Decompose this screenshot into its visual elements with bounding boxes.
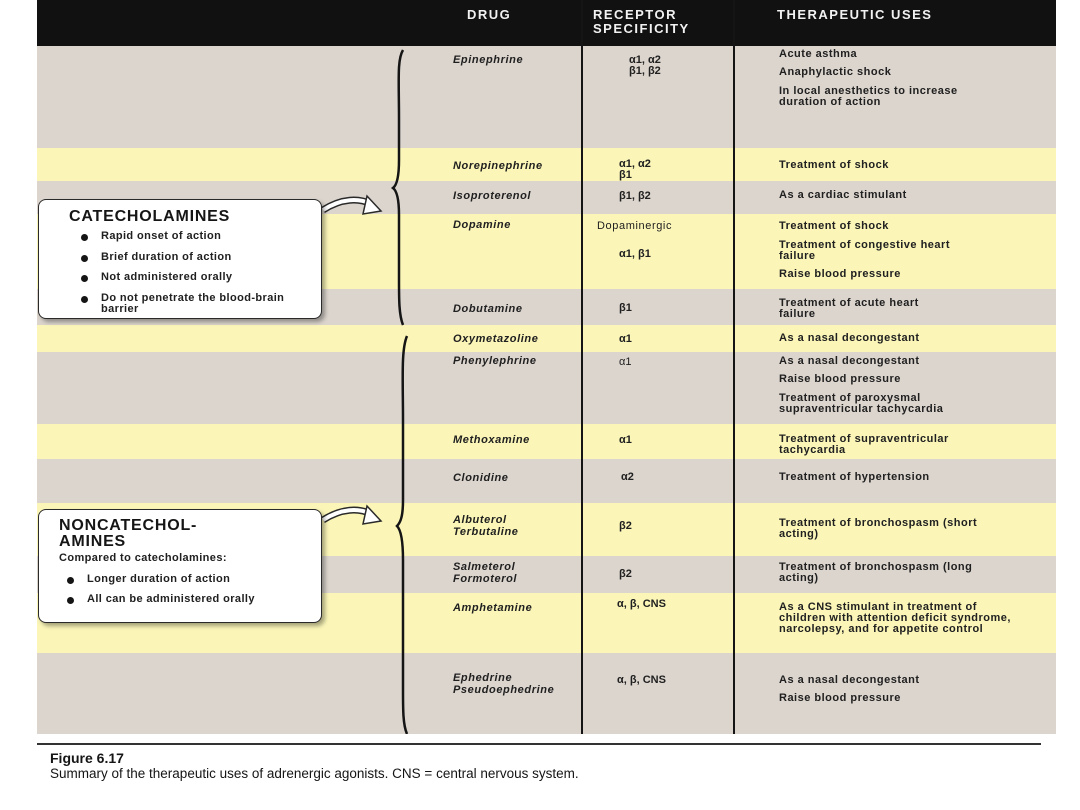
receptor-value: α2 [621, 471, 634, 483]
use-item: As a nasal decongestant [779, 332, 920, 344]
header-receptor: RECEPTOR SPECIFICITY [593, 7, 690, 36]
receptor-value: α, β, CNS [617, 598, 666, 610]
use-item: Acute asthma [779, 48, 858, 60]
receptor-value: β2 [619, 520, 632, 532]
use-item: Treatment of paroxysmal supraventricular tachycardia [779, 392, 944, 415]
drug-name: Dobutamine [453, 303, 523, 315]
drug-name: Epinephrine [453, 54, 524, 66]
header-uses: THERAPEUTIC USES [777, 7, 933, 22]
use-item: Raise blood pressure [779, 692, 901, 704]
catecholamines-box [38, 199, 322, 319]
bullet-icon [67, 597, 74, 604]
drug-name: Oxymetazoline [453, 333, 539, 345]
receptor-value: β2 [619, 568, 632, 580]
use-item: Treatment of acute heart failure [779, 297, 919, 320]
bullet-icon [67, 577, 74, 584]
catecholamines-bullet: Brief duration of action [101, 251, 232, 263]
drug-name: Norepinephrine [453, 160, 543, 172]
bullet-icon [81, 296, 88, 303]
drug-name: Dopamine [453, 219, 511, 231]
noncatecholamines-subtitle: Compared to catecholamines: [59, 552, 227, 564]
noncatecholamines-title: NONCATECHOL-AMINES [59, 517, 198, 550]
drug-name: Ephedrine Pseudoephedrine [453, 672, 555, 696]
noncatecholamines-bullet: All can be administered orally [87, 593, 255, 605]
arrow-head [363, 506, 381, 524]
receptor-value: α, β, CNS [617, 674, 666, 686]
receptor-value: α1, α2 β1 [619, 158, 651, 181]
drug-name: Phenylephrine [453, 355, 537, 367]
use-item: Treatment of bronchospasm (long acting) [779, 561, 973, 584]
bullet-icon [81, 275, 88, 282]
use-item: Raise blood pressure [779, 373, 901, 385]
use-item: As a CNS stimulant in treatment of children with attention deficit syndrome, narcolepsy, and for appetite control [779, 601, 1011, 635]
use-item: In local anesthetics to increase duration of action [779, 85, 958, 108]
use-item: Anaphylactic shock [779, 66, 892, 78]
use-item: Treatment of congestive heart failure [779, 239, 950, 262]
catecholamines-title: CATECHOLAMINES [69, 208, 231, 225]
drug-name: Amphetamine [453, 602, 533, 614]
drug-name: Albuterol Terbutaline [453, 514, 519, 538]
use-item: Raise blood pressure [779, 268, 901, 280]
catecholamine-brace [393, 50, 403, 325]
use-item: Treatment of bronchospasm (short acting) [779, 517, 978, 540]
drug-name: Salmeterol Formoterol [453, 561, 518, 585]
figure-table [37, 0, 1056, 734]
receptor-value: Dopaminergic [597, 220, 673, 232]
arrow-head [363, 196, 381, 214]
receptor-value: β1 [619, 302, 632, 314]
catecholamines-bullet: Do not penetrate the blood-brain barrier [101, 292, 285, 315]
drug-name: Methoxamine [453, 434, 530, 446]
receptor-value: β1, β2 [619, 190, 651, 202]
header-drug: DRUG [467, 7, 512, 22]
caption-rule [37, 743, 1041, 745]
use-item: Treatment of hypertension [779, 471, 930, 483]
figure-label: Figure 6.17 [50, 750, 124, 766]
use-item: Treatment of supraventricular tachycardia [779, 433, 949, 456]
receptor-value: α1, β1 [619, 248, 651, 260]
noncatecholamine-brace [397, 336, 407, 734]
bullet-icon [81, 234, 88, 241]
drug-name: Clonidine [453, 472, 509, 484]
receptor-value: α1 [619, 434, 632, 446]
use-item: Treatment of shock [779, 159, 889, 171]
use-item: Treatment of shock [779, 220, 889, 232]
use-item: As a nasal decongestant [779, 674, 920, 686]
drug-name: Isoproterenol [453, 190, 532, 202]
use-item: As a nasal decongestant [779, 355, 920, 367]
receptor-value: α1 [619, 333, 632, 345]
receptor-value: α1, α2 β1, β2 [629, 54, 661, 77]
use-item: As a cardiac stimulant [779, 189, 907, 201]
catecholamines-bullet: Rapid onset of action [101, 230, 222, 242]
receptor-value: α1 [619, 356, 632, 368]
bullet-icon [81, 255, 88, 262]
catecholamines-bullet: Not administered orally [101, 271, 233, 283]
figure-caption: Summary of the therapeutic uses of adrenergic agonists. CNS = central nervous system. [50, 766, 579, 781]
noncatecholamines-bullet: Longer duration of action [87, 573, 231, 585]
noncatecholamines-box [38, 509, 322, 623]
